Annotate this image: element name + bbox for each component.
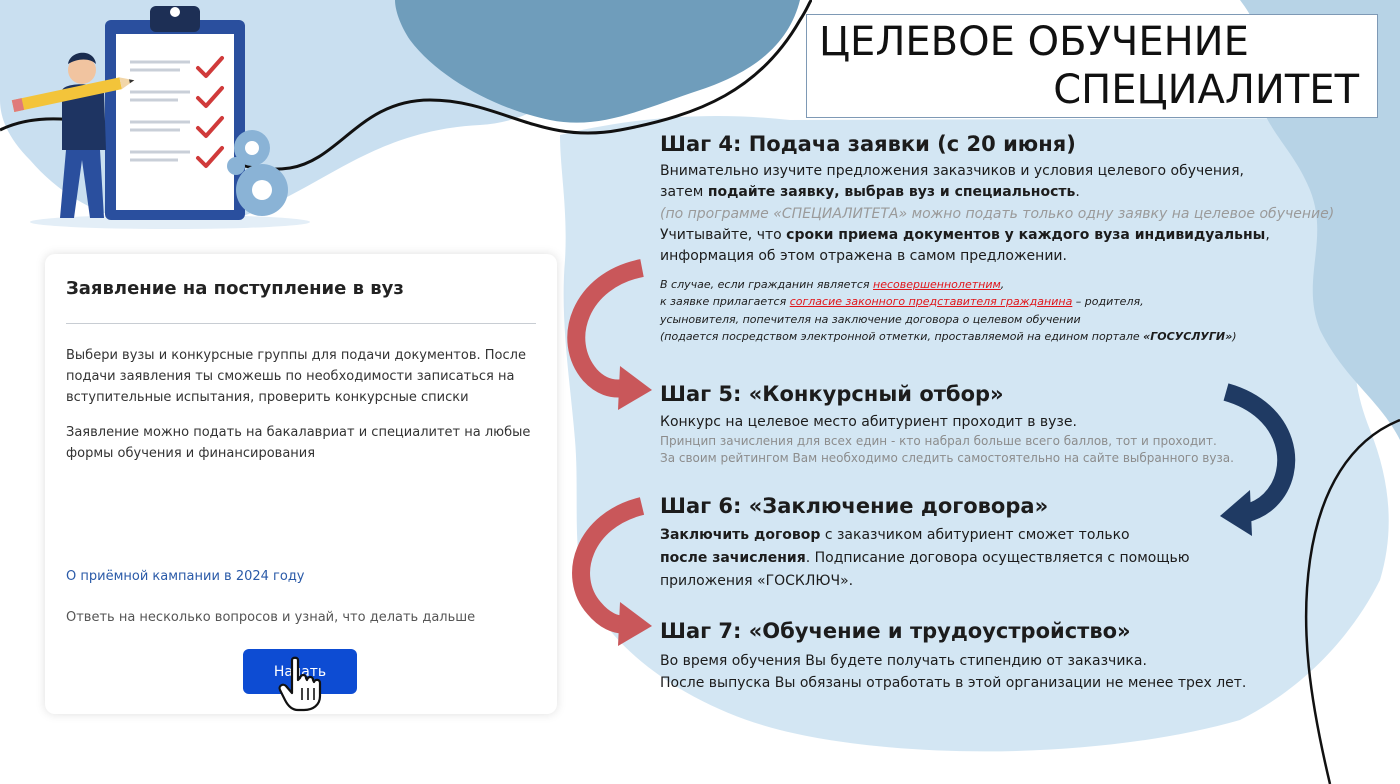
slide-title-line1: ЦЕЛЕВОЕ ОБУЧЕНИЕ bbox=[819, 19, 1249, 65]
step7-line1: Во время обучения Вы будете получать стипендию от заказчика. bbox=[660, 653, 1147, 669]
card-paragraph-1: Выбери вузы и конкурсные группы для подачи документов. После подачи заявления ты сможешь по необходимости записаться на вступительные испытания, проверить конкурсные списки bbox=[66, 348, 526, 405]
step5-line2: Принцип зачисления для всех един - кто набрал больше всего баллов, тот и проходит. bbox=[660, 434, 1217, 448]
step5-heading: Шаг 5: «Конкурсный отбор» bbox=[660, 382, 1004, 406]
red-arrow-down-1 bbox=[576, 268, 642, 388]
step6-line1: Заключить договор с заказчиком абитуриент сможет только bbox=[660, 527, 1130, 543]
step4-line4: Учитывайте, что сроки приема документов у каждого вуза индивидуальны, bbox=[660, 227, 1270, 243]
step5-line3: За своим рейтингом Вам необходимо следить самостоятельно на сайте выбранного вуза. bbox=[660, 451, 1234, 465]
card-paragraph-2: Заявление можно подать на бакалавриат и специалитет на любые формы обучения и финансирования bbox=[66, 425, 531, 461]
step4-line5: информация об этом отражена в самом предложении. bbox=[660, 248, 1067, 264]
slide-title-line2: СПЕЦИАЛИТЕТ bbox=[1053, 67, 1359, 113]
navy-arrow-down bbox=[1226, 392, 1286, 514]
step4-heading: Шаг 4: Подача заявки (с 20 июня) bbox=[660, 132, 1076, 156]
step4-line1: Внимательно изучите предложения заказчиков и условия целевого обучения, bbox=[660, 163, 1244, 179]
step4-line3: (по программе «СПЕЦИАЛИТЕТА» можно подать только одну заявку на целевое обучение) bbox=[660, 206, 1335, 222]
red-arrow-head-1 bbox=[618, 366, 652, 410]
step4-line2: затем подайте заявку, выбрав вуз и специальность. bbox=[660, 184, 1080, 200]
step4-note-line2: к заявке прилагается согласие законного представителя гражданина – родителя, bbox=[660, 295, 1144, 308]
red-arrow-head-2 bbox=[618, 602, 652, 646]
navy-arrow-head bbox=[1220, 490, 1252, 536]
red-arrow-down-2 bbox=[581, 506, 642, 624]
step4-note-line4: (подается посредством электронной отметки, проставляемой на едином портале «ГОСУСЛУГИ») bbox=[660, 330, 1237, 343]
step6-line2: после зачисления. Подписание договора осуществляется с помощью bbox=[660, 550, 1190, 566]
card-note: Ответь на несколько вопросов и узнай, что делать дальше bbox=[66, 610, 476, 625]
step7-line2: После выпуска Вы обязаны отработать в этой организации не менее трех лет. bbox=[660, 675, 1247, 691]
step6-heading: Шаг 6: «Заключение договора» bbox=[660, 494, 1049, 518]
campaign-link[interactable]: О приёмной кампании в 2024 году bbox=[66, 569, 305, 584]
card-title: Заявление на поступление в вуз bbox=[66, 278, 404, 299]
step7-heading: Шаг 7: «Обучение и трудоустройство» bbox=[660, 619, 1131, 643]
step6-line3: приложения «ГОСКЛЮЧ». bbox=[660, 573, 854, 589]
step4-note-line3: усыновителя, попечителя на заключение договора о целевом обучении bbox=[660, 313, 1081, 326]
start-button[interactable]: Начать bbox=[243, 649, 357, 694]
step5-line1: Конкурс на целевое место абитуриент проходит в вузе. bbox=[660, 414, 1077, 430]
step4-note-line1: В случае, если гражданин является несовершеннолетним, bbox=[660, 278, 1005, 291]
